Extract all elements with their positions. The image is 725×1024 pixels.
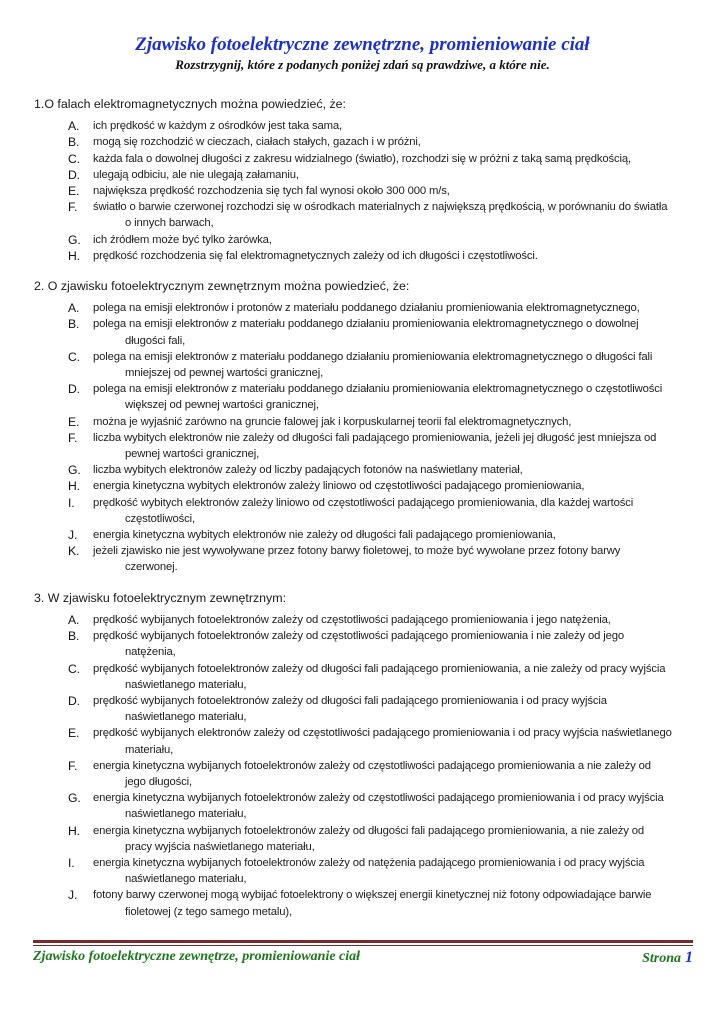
statement-text-continued: naświetlanego materiału, [125,808,247,821]
statement-text-continued: naświetlanego materiału, [125,711,247,724]
answer-statement [34,478,694,494]
statement-letter: C. [68,349,80,364]
statement-text-continued: mniejszej od pewnej wartości granicznej, [125,367,324,380]
statement-letter: E. [68,184,80,199]
statement-letter: B. [68,629,80,644]
footer-page-label: Strona [642,951,681,966]
answer-statement [34,232,694,248]
statement-text-continued: materiału, [125,743,174,756]
statement-letter: B. [68,317,80,332]
statement-letter: A. [68,301,80,316]
answer-statement [34,414,694,430]
statement-text: energia kinetyczna wybijanych fotoelektronów zależy od długości fali padającego promieniowania, a nie zależy od [93,824,645,837]
statement-text: polega na emisji elektronów z materiału poddanego działaniu promieniowania elektromagnetycznego o dowolnej [93,318,639,331]
statement-text-continued: czerwonej. [125,561,178,574]
statement-text: energia kinetyczna wybitych elektronów nie zależy od długości fali padającego promieniowania, [93,529,556,542]
statement-text: każda fala o dowolnej długości z zakresu widzialnego (światło), rozchodzi się w próżni z taką samą prędkością, [93,152,631,165]
answer-statement [34,725,694,757]
statement-letter: J. [68,528,78,543]
statement-text-continued: większej od pewnej wartości granicznej, [125,399,319,412]
statement-text: największa prędkość rozchodzenia się tych fal wynosi około 300 000 m/s, [93,185,450,198]
statement-letter: D. [68,382,80,397]
answer-statement [34,628,694,660]
statement-text: prędkość rozchodzenia się fal elektromagnetycznych zależy od ich długości i częstotliwości. [93,249,538,262]
question-section [34,96,694,264]
statement-letter: H. [68,248,80,263]
answer-statement [34,612,694,628]
statement-letter: F. [68,200,78,215]
statement-text: liczba wybitych elektronów nie zależy od długości fali padającego promieniowania, jeżeli jej długość jest mniejsza od [93,431,657,444]
statement-letter: I. [68,855,75,870]
statement-text-continued: o innych barwach, [125,217,214,230]
statement-letter: G. [68,463,81,478]
answer-statement [34,527,694,543]
statement-text: ulegają odbiciu, ale nie ulegają załamaniu, [93,168,299,181]
statement-text: prędkość wybitych elektronów zależy liniowo od częstotliwości padającego promieniowania, dla każdej wartości [93,496,634,509]
statement-text: jeżeli zjawisko nie jest wywoływane przez fotony barwy fioletowej, to może być wywołane przez fotony barwy [93,545,621,558]
statement-text: mogą się rozchodzić w cieczach, ciałach stałych, gazach i w próżni, [93,136,421,149]
statement-letter: F. [68,758,78,773]
answer-statement [34,381,694,413]
statement-text: liczba wybitych elektronów zależy od liczby padających fotonów na naświetlany materiał, [93,464,523,477]
answer-statement [34,167,694,183]
document-title: Zjawisko fotoelektryczne zewnętrzne, promieniowanie ciał [135,34,590,55]
statement-text: prędkość wybijanych fotoelektronów zależy od częstotliwości padającego promieniowania i nie zależy od jego [93,630,625,643]
footer-page-number: 1 [685,949,693,966]
statement-text-continued: naświetlanego materiału, [125,678,247,691]
statement-text: energia kinetyczna wybijanych fotoelektronów zależy od częstotliwości padającego promieniowania i od pracy wyjścia [93,792,664,805]
answer-statement [34,316,694,348]
answer-statement [34,199,694,231]
statement-text: prędkość wybijanych elektronów zależy od częstotliwości padającego promieniowania i od pracy wyjścia naświetlanego [93,727,672,740]
statement-text: prędkość wybijanych fotoelektronów zależy od długości fali padającego promieniowania i od pracy wyjścia [93,694,607,707]
answer-statement [34,543,694,575]
answer-statement [34,462,694,478]
statement-text: ich źródłem może być tylko żarówka, [93,233,272,246]
statement-letter: B. [68,135,80,150]
answer-statement [34,151,694,167]
statement-text-continued: fioletowej (z tego samego metalu), [125,905,292,918]
statement-text: energia kinetyczna wybitych elektronów zależy liniowo od częstotliwości padającego promieniowania, [93,480,585,493]
answer-statement [34,887,694,919]
footer-title: Zjawisko fotoelektryczne zewnętrze, promieniowanie ciał [33,949,361,964]
question-prompt: 3. W zjawisku fotoelektrycznym zewnętrznym: [34,590,287,605]
statement-letter: C. [68,151,80,166]
statement-letter: J. [68,888,78,903]
statement-letter: D. [68,693,80,708]
statement-text: polega na emisji elektronów z materiału poddanego działaniu promieniowania elektromagnetycznego o częstotliwości [93,383,663,396]
footer-page [642,949,693,967]
question-section [34,590,694,920]
statement-text: polega na emisji elektronów i protonów z materiału poddanego działaniu promieniowania elektromagnetycznego, [93,302,640,315]
statement-text-continued: pewnej wartości granicznej, [125,448,260,461]
statement-letter: E. [68,414,80,429]
footer-rule [33,940,693,946]
statement-text: prędkość wybijanych fotoelektronów zależy od częstotliwości padającego promieniowania i jego natężenia, [93,613,611,626]
statement-letter: H. [68,479,80,494]
statement-letter: A. [68,119,80,134]
statement-letter: D. [68,167,80,182]
statement-text: fotony barwy czerwonej mogą wybijać fotoelektrony o większej energii kinetycznej niż fotony odpowiadające barwie [93,889,652,902]
statement-text: światło o barwie czerwonej rozchodzi się w ośrodkach materialnych z największą prędkością, w porównaniu do światła [93,201,668,214]
answer-statement [34,183,694,199]
answer-statement [34,349,694,381]
question-section [34,278,694,576]
answer-statement [34,790,694,822]
statement-text: energia kinetyczna wybijanych fotoelektronów zależy od natężenia padającego promieniowania i od pracy wyjścia [93,856,645,869]
answer-statement [34,248,694,264]
questions-container [34,96,694,934]
answer-statement [34,758,694,790]
statement-text: ich prędkość w każdym z ośrodków jest taka sama, [93,120,342,133]
answer-statement [34,495,694,527]
statement-text: można je wyjaśnić zarówno na gruncie falowej jak i korpuskularnej teorii fal elektromagnetycznych, [93,415,572,428]
statement-letter: H. [68,823,80,838]
statement-letter: K. [68,544,80,559]
answer-statement [34,118,694,134]
statement-text-continued: naświetlanego materiału, [125,873,247,886]
statement-letter: C. [68,661,80,676]
statement-text: energia kinetyczna wybijanych fotoelektronów zależy od częstotliwości padającego promieniowania a nie zależy od [93,759,651,772]
statement-text: prędkość wybijanych fotoelektronów zależy od długości fali padającego promieniowania, a nie zależy od pracy wyjścia [93,662,666,675]
statement-letter: A. [68,612,80,627]
answer-statement [34,134,694,150]
answer-statement [34,661,694,693]
statement-letter: G. [68,791,81,806]
answer-statement [34,300,694,316]
answer-statement [34,823,694,855]
answer-statement [34,855,694,887]
statement-letter: F. [68,430,78,445]
statement-text-continued: jego długości, [125,775,192,788]
statement-letter: I. [68,495,75,510]
answer-statement [34,693,694,725]
question-prompt: 2. O zjawisku fotoelektrycznym zewnętrznym można powiedzieć, że: [34,279,410,294]
answer-statement [34,430,694,462]
statement-text-continued: pracy wyjścia naświetlanego materiału, [125,840,315,853]
statement-text-continued: długości fali, [125,334,186,347]
statement-letter: E. [68,726,80,741]
statement-text-continued: natężenia, [125,646,176,659]
statement-text-continued: częstotliwości, [125,512,195,525]
question-prompt: 1.O falach elektromagnetycznych można powiedzieć, że: [34,97,346,111]
statement-text: polega na emisji elektronów z materiału poddanego działaniu promieniowania elektromagnetycznego o długości fali [93,350,653,363]
statement-letter: G. [68,232,81,247]
document-subtitle: Rozstrzygnij, które z podanych poniżej zdań są prawdziwe, a które nie. [175,57,550,72]
